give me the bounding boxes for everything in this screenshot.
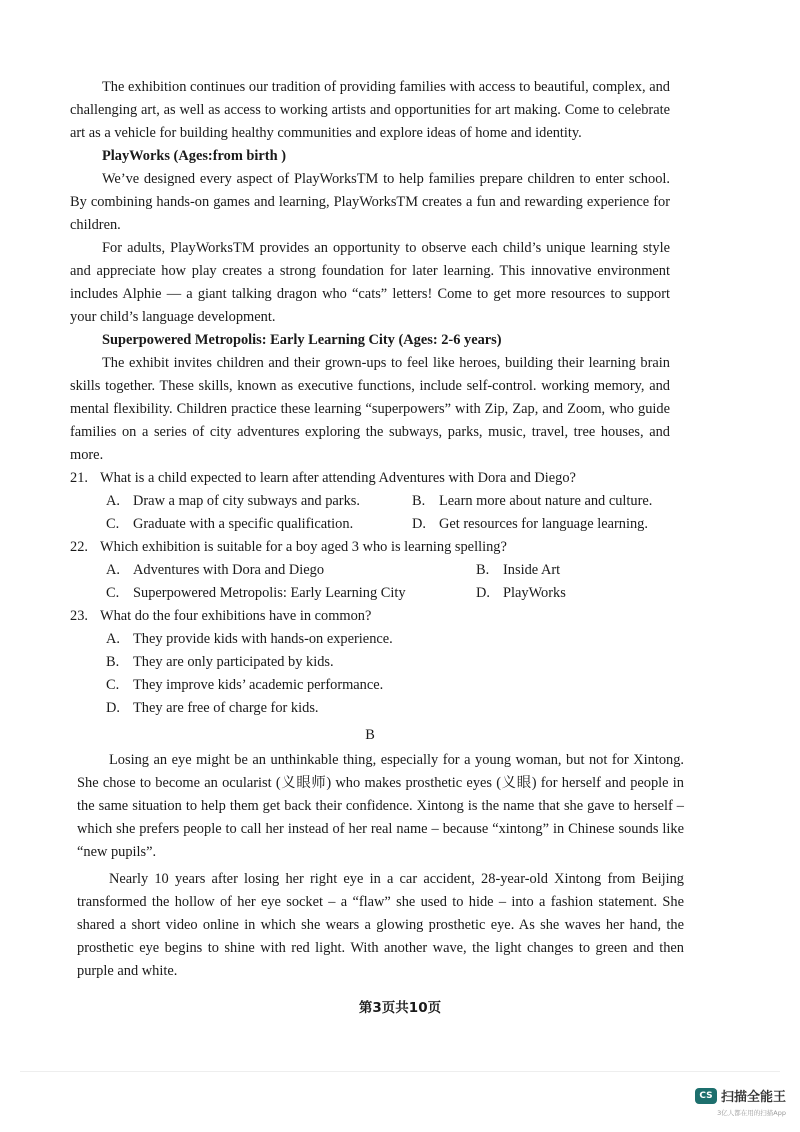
playworks-paragraph-1: We’ve designed every aspect of PlayWorksTM to help families prepare children to enter school. By combining hands-on games and learning, PlayWorksTM creates a fun and rewarding experience for children. (70, 171, 670, 233)
watermark-tagline: 3亿人都在用的扫描App (717, 1109, 786, 1117)
metropolis-heading: Superpowered Metropolis: Early Learning City (Ages: 2-6 years) (102, 332, 502, 348)
option-d: D. Get resources for language learning. (412, 516, 648, 532)
option-b: B. Inside Art (476, 562, 561, 578)
option-b: B. They are only participated by kids. (106, 654, 334, 670)
question-text: What do the four exhibitions have in common? (100, 608, 372, 624)
section-b-paragraph-2: Nearly 10 years after losing her right eye in a car accident, 28-year-old Xintong from Beijing transformed the hollow of her eye socket – a “flaw” she used to hide – into a fashion statement. She shared a short video online in which she wears a glowing prosthetic eye. As she waves her hand, the prosthetic eye begins to shine with red light. With another wave, the light changes to green and then purple and white. (77, 871, 684, 979)
document-page (70, 76, 684, 983)
options-row (70, 513, 670, 536)
question-number: 23. (70, 608, 88, 624)
option-d: D. They are free of charge for kids. (106, 700, 319, 716)
playworks-paragraph-2: For adults, PlayWorksTM provides an opportunity to observe each child’s unique learning style and appreciate how play creates a strong foundation for later learning. This innovative environment includes Alphie — a giant talking dragon who “cats” letters! Come to get more resources to support your child’s language development. (70, 240, 670, 325)
question-number: 22. (70, 539, 88, 555)
question-text: What is a child expected to learn after attending Adventures with Dora and Diego? (100, 470, 576, 486)
watermark-name: 扫描全能王 (720, 1090, 786, 1105)
section-b-heading: B (365, 727, 375, 743)
option-d: D. PlayWorks (476, 585, 566, 601)
section-b-body (77, 749, 684, 983)
page-number: 第3页共10页 (358, 1000, 442, 1016)
playworks-heading: PlayWorks (Ages:from birth ) (102, 148, 286, 164)
option-a: A. Adventures with Dora and Diego (106, 562, 325, 578)
options-row (70, 490, 670, 513)
option-a: A. They provide kids with hands-on experience. (106, 631, 393, 647)
option-b: B. Learn more about nature and culture. (412, 493, 653, 509)
option-c: C. Graduate with a specific qualification. (106, 516, 354, 532)
question-22 (70, 536, 670, 559)
scanner-watermark (695, 1086, 786, 1105)
question-text: Which exhibition is suitable for a boy aged 3 who is learning spelling? (100, 539, 507, 555)
option-c: C. They improve kids’ academic performance. (106, 677, 384, 693)
page-divider (20, 1071, 780, 1072)
options-row (70, 582, 670, 605)
question-23 (70, 605, 670, 628)
option-c: C. Superpowered Metropolis: Early Learning City (106, 585, 406, 601)
metropolis-paragraph: The exhibit invites children and their grown-ups to feel like heroes, building their learning brain skills together. These skills, known as executive functions, include self-control. working memory, and mental flexibility. Children practice these learning “superpowers” with Zip, Zap, and Zoom, who guide families on a series of city adventures exploring the subways, parks, music, travel, tree houses, and more. (70, 355, 670, 463)
section-b-paragraph-1: Losing an eye might be an unthinkable thing, especially for a young woman, but not for Xintong. She chose to become an ocularist (义眼师) who makes prosthetic eyes (义眼) for herself and people in the same situation to help them get back their confidence. Xintong is the name that she gave to herself – which she prefers people to call her instead of her real name – because “xintong” in Chinese sounds like “new pupils”. (77, 752, 684, 860)
intro-paragraph: The exhibition continues our tradition of providing families with access to beautiful, complex, and challenging art, as well as access to working artists and opportunities for art making. Come to celebrate art as a vehicle for building healthy communities and explore ideas of home and identity. (70, 79, 670, 141)
question-21 (70, 467, 670, 490)
question-number: 21. (70, 470, 88, 486)
options-row (70, 559, 670, 582)
option-a: A. Draw a map of city subways and parks. (106, 493, 360, 509)
camscanner-logo-icon: CS (695, 1088, 717, 1104)
